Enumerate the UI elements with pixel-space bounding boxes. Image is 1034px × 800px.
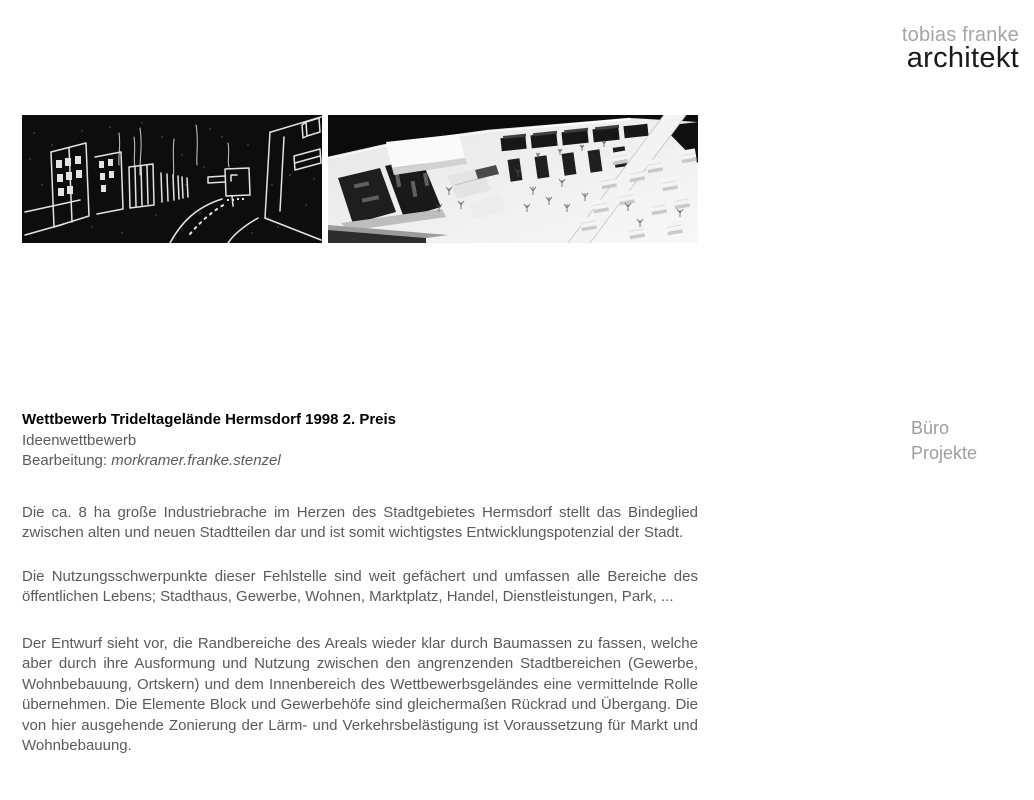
main-nav (911, 416, 977, 466)
credit-label: Bearbeitung: (22, 452, 112, 469)
project-credit (22, 451, 698, 472)
logo-profession-text: architekt (906, 42, 1019, 74)
project-title: Wettbewerb Trideltagelände Hermsdorf 1998 2. Preis (22, 411, 397, 428)
project-paragraph-2: Die Nutzungsschwerpunkte dieser Fehlstelle sind weit gefächert und umfassen alle Bereiche des öffentlichen Lebens; Stadthaus, Gewerbe, Wohnen, Marktplatz, Handel, Dienstleistungen, Park, ... (22, 567, 698, 605)
street-perspective-sketch-image (22, 115, 322, 243)
credit-value: morkramer.franke.stenzel (111, 452, 281, 469)
site-logo[interactable] (902, 26, 1019, 72)
nav-item-buero[interactable]: Büro (911, 418, 950, 438)
logo-name-text: tobias franke (901, 24, 1019, 46)
project-description (22, 410, 698, 757)
site-model-photo-image (328, 115, 698, 243)
nav-item-projekte[interactable]: Projekte (911, 443, 978, 463)
project-paragraph-3: Der Entwurf sieht vor, die Randbereiche des Areals wieder klar durch Baumassen zu fassen, welche aber durch ihre Ausformung und Nutzung zwischen den angrenzenden Stadtbereichen (Gewerbe, Wohnbebauung, Ortskern) und dem Innenbereich des Wettbewerbsgeländes eine vermittelnde Rolle übernehmen. Die Elemente Block und Gewerbehöfe sind gleichermaßen Rückrad und Übergang. Die von hier ausgehende Zonierung der Lärm- und Verkehrsbelästigung ist Voraussetzung für Markt und Wohnbebauung. (22, 634, 698, 754)
project-type: Ideenwettbewerb (22, 431, 137, 449)
project-paragraph-1: Die ca. 8 ha große Industriebrache im Herzen des Stadtgebietes Hermsdorf stellt das Bindeglied zwischen alten und neuen Stadtteilen dar und ist somit wichtigstes Entwicklungspotenzial der Stadt. (22, 503, 698, 541)
